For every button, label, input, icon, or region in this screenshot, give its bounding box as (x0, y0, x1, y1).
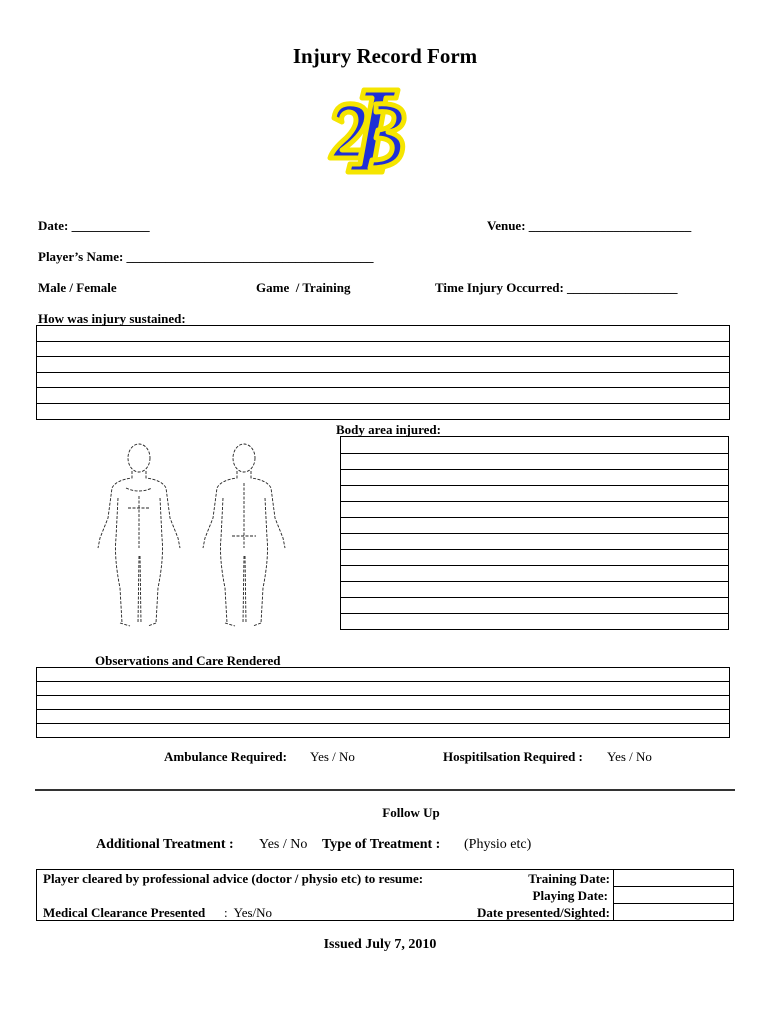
date-presented-input[interactable] (614, 904, 734, 920)
form-title: Injury Record Form (292, 44, 478, 68)
additional-treatment-option[interactable]: Yes / No (259, 837, 308, 852)
medical-clearance-option[interactable]: : Yes/No (224, 905, 273, 920)
training-date-label: Training Date: (528, 871, 610, 886)
ambulance-label: Ambulance Required: (164, 749, 287, 764)
date-field[interactable]: Date: ____________ (38, 218, 150, 233)
game-training-option[interactable]: Game / Training (256, 280, 351, 295)
observations-label: Observations and Care Rendered (95, 653, 281, 668)
ambulance-option[interactable]: Yes / No (310, 749, 355, 764)
type-treatment-label: Type of Treatment : (322, 837, 441, 852)
section-divider (35, 789, 735, 791)
body-diagram-icon (92, 438, 292, 634)
training-date-input[interactable] (614, 870, 734, 886)
how-injury-label: How was injury sustained: (38, 311, 186, 326)
body-area-label: Body area injured: (336, 422, 441, 437)
body-area-lines[interactable] (340, 436, 729, 630)
time-injury-field[interactable]: Time Injury Occurred: _________________ (435, 280, 678, 295)
hospital-option[interactable]: Yes / No (607, 749, 652, 764)
playing-date-input[interactable] (614, 887, 734, 903)
how-injury-lines[interactable] (36, 325, 730, 420)
observations-lines[interactable] (36, 667, 730, 738)
additional-treatment-label: Additional Treatment : (96, 837, 234, 852)
cleared-label: Player cleared by professional advice (doctor / physio etc) to resume: (43, 871, 424, 886)
medical-clearance-label: Medical Clearance Presented (43, 905, 206, 920)
clearance-table (36, 869, 734, 921)
gender-option[interactable]: Male / Female (38, 280, 117, 295)
venue-field[interactable]: Venue: _________________________ (487, 218, 692, 233)
date-presented-label: Date presented/Sighted: (476, 905, 610, 920)
playing-date-label: Playing Date: (532, 888, 608, 903)
issued-date: Issued July 7, 2010 (323, 937, 437, 952)
player-name-field[interactable]: Player’s Name: ______________________________________ (38, 249, 374, 264)
hospital-label: Hospitilsation Required : (443, 749, 583, 764)
follow-up-title: Follow Up (382, 805, 440, 820)
type-treatment-value[interactable]: (Physio etc) (464, 837, 532, 852)
club-logo (326, 84, 412, 178)
